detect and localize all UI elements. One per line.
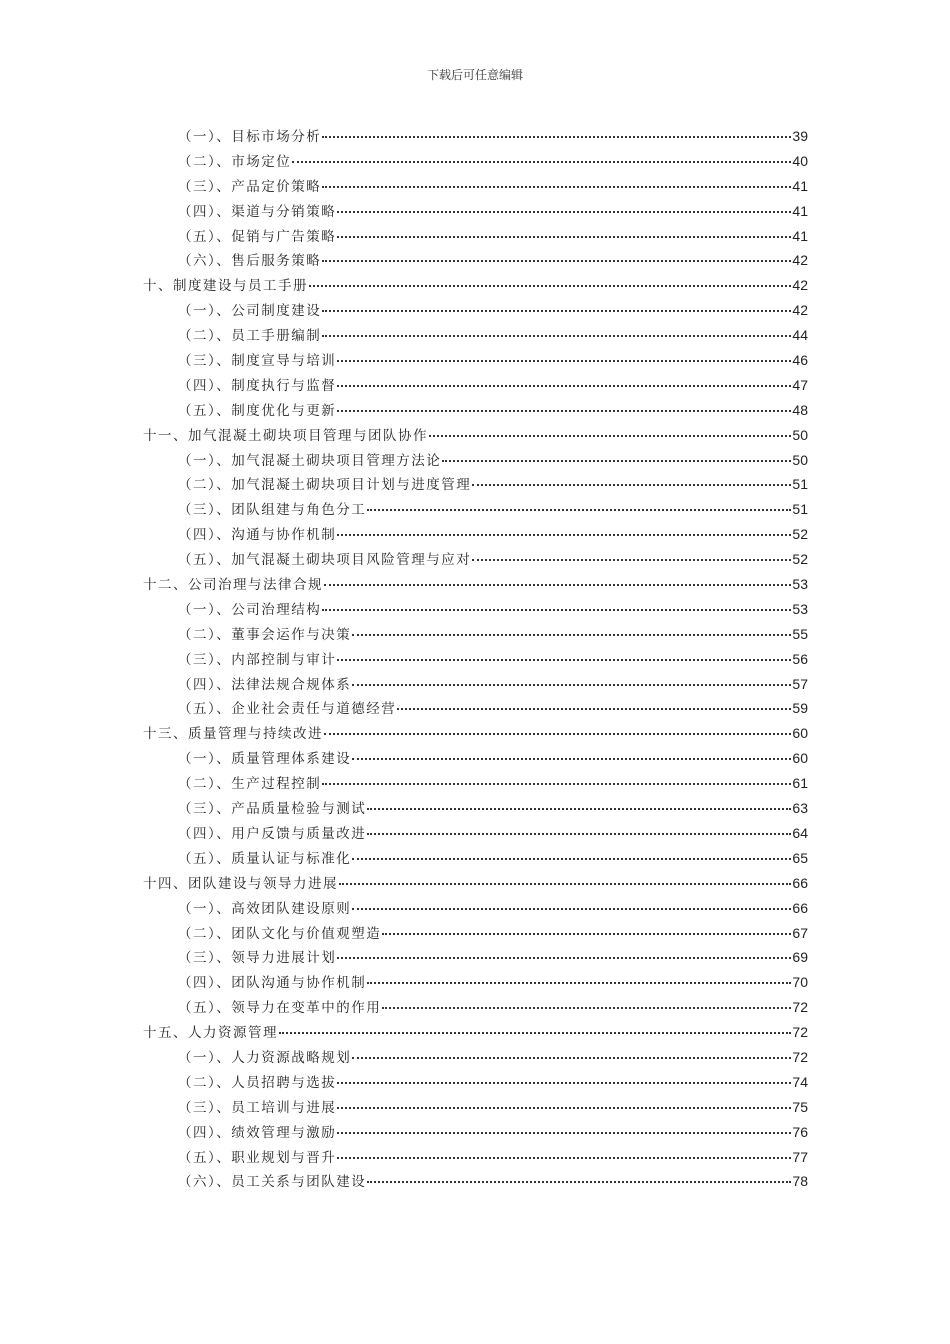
toc-dot-leader: [382, 1007, 791, 1009]
toc-entry-title: 十一、加气混凝土砌块项目管理与团队协作: [143, 427, 428, 444]
toc-dot-leader: [337, 1082, 791, 1084]
toc-section-entry[interactable]: [143, 548, 808, 573]
toc-page-number: 77: [792, 1148, 808, 1165]
toc-page-number: 50: [792, 451, 808, 468]
toc-dot-leader: [367, 808, 791, 810]
toc-dot-leader: [337, 360, 791, 362]
toc-section-entry[interactable]: [143, 498, 808, 523]
toc-page-number: 74: [792, 1073, 808, 1090]
toc-dot-leader: [352, 1057, 791, 1059]
toc-page-number: 44: [792, 327, 808, 344]
toc-page-number: 42: [792, 277, 808, 294]
toc-page-number: 78: [792, 1173, 808, 1190]
toc-entry-title: （二）、市场定位: [178, 153, 292, 170]
toc-page-number: 70: [792, 974, 808, 991]
toc-dot-leader: [472, 559, 791, 561]
toc-dot-leader: [322, 609, 791, 611]
toc-page-number: 69: [792, 949, 808, 966]
toc-section-entry[interactable]: [143, 150, 808, 175]
toc-entry-title: （一）、目标市场分析: [178, 129, 322, 145]
toc-entry-title: （四）、团队沟通与协作机制: [178, 975, 367, 992]
toc-dot-leader: [337, 385, 791, 387]
toc-entry-title: （三）、员工培训与进展: [178, 1099, 337, 1116]
toc-page-number: 72: [792, 999, 808, 1016]
toc-entry-title: （一）、质量管理体系建设: [178, 751, 352, 768]
toc-page-number: 42: [792, 302, 808, 319]
toc-dot-leader: [367, 509, 791, 511]
toc-dot-leader: [324, 733, 791, 735]
toc-entry-title: 十五、人力资源管理: [143, 1025, 278, 1042]
toc-entry-title: （五）、制度优化与更新: [178, 402, 337, 419]
toc-section-entry[interactable]: [143, 1096, 808, 1121]
toc-page-number: 52: [792, 526, 808, 543]
toc-section-entry[interactable]: [143, 1121, 808, 1146]
toc-page-number: 48: [792, 401, 808, 418]
toc-entry-title: （三）、制度宣导与培训: [178, 353, 337, 370]
toc-entry-title: （四）、法律法规合规体系: [178, 676, 352, 693]
toc-entry-title: （二）、员工手册编制: [178, 328, 322, 345]
toc-page-number: 60: [792, 750, 808, 767]
toc-entry-title: （二）、生产过程控制: [178, 776, 322, 793]
toc-section-entry[interactable]: [143, 747, 808, 772]
toc-chapter-entry[interactable]: [143, 872, 808, 897]
toc-section-entry[interactable]: [143, 1046, 808, 1071]
toc-dot-leader: [429, 435, 791, 437]
toc-section-entry[interactable]: [143, 946, 808, 971]
toc-section-entry[interactable]: [143, 648, 808, 673]
toc-section-entry[interactable]: [143, 697, 808, 722]
toc-page-number: 53: [792, 600, 808, 617]
toc-section-entry[interactable]: [143, 225, 808, 250]
toc-section-entry[interactable]: [143, 324, 808, 349]
toc-dot-leader: [337, 534, 791, 536]
toc-dot-leader: [337, 1107, 791, 1109]
toc-entry-title: （三）、产品定价策略: [178, 178, 322, 195]
toc-section-entry[interactable]: [143, 523, 808, 548]
toc-entry-title: （五）、领导力在变革中的作用: [178, 1000, 382, 1017]
toc-section-entry[interactable]: [143, 623, 808, 648]
toc-entry-title: （一）、人力资源战略规划: [178, 1049, 352, 1066]
toc-section-entry[interactable]: [143, 971, 808, 996]
toc-page-number: 51: [792, 476, 808, 493]
toc-dot-leader: [367, 1181, 791, 1183]
toc-entry-title: （一）、加气混凝土砌块项目管理方法论: [178, 452, 442, 469]
toc-page-number: 63: [792, 800, 808, 817]
toc-dot-leader: [322, 186, 791, 188]
toc-dot-leader: [324, 584, 791, 586]
toc-chapter-entry[interactable]: [143, 722, 808, 747]
toc-dot-leader: [279, 1032, 791, 1034]
toc-dot-leader: [292, 161, 791, 163]
toc-section-entry[interactable]: [143, 399, 808, 424]
toc-page-number: 53: [792, 576, 808, 593]
toc-section-entry[interactable]: [143, 1071, 808, 1096]
toc-page-number: 41: [792, 202, 808, 219]
toc-page-number: 61: [792, 775, 808, 792]
toc-dot-leader: [367, 833, 791, 835]
toc-entry-title: （一）、高效团队建设原则: [178, 900, 352, 917]
toc-section-entry[interactable]: [143, 473, 808, 498]
toc-entry-title: （五）、职业规划与晋升: [178, 1149, 337, 1166]
toc-page-number: 55: [792, 625, 808, 642]
toc-page-number: 72: [792, 1048, 808, 1065]
toc-entry-title: （三）、领导力进展计划: [178, 950, 337, 967]
toc-entry-title: （四）、绩效管理与激励: [178, 1124, 337, 1141]
toc-dot-leader: [352, 908, 791, 910]
toc-page-number: 56: [792, 650, 808, 667]
toc-page-number: 50: [792, 426, 808, 443]
toc-entry-title: （六）、员工关系与团队建设: [178, 1174, 367, 1191]
toc-chapter-entry[interactable]: [143, 424, 808, 449]
toc-section-entry[interactable]: [143, 772, 808, 797]
toc-dot-leader: [309, 285, 791, 287]
toc-section-entry[interactable]: [143, 847, 808, 872]
toc-page-number: 42: [792, 252, 808, 269]
toc-entry-title: 十、制度建设与员工手册: [143, 278, 308, 295]
toc-section-entry[interactable]: [143, 299, 808, 324]
toc-page-number: 72: [792, 1024, 808, 1041]
toc-section-entry[interactable]: [143, 374, 808, 399]
toc-dot-leader: [367, 982, 791, 984]
toc-section-entry[interactable]: [143, 249, 808, 274]
toc-page-number: 41: [792, 177, 808, 194]
toc-dot-leader: [397, 708, 791, 710]
toc-dot-leader: [352, 684, 791, 686]
toc-entry-title: （三）、团队组建与角色分工: [178, 502, 367, 519]
toc-entry-title: （二）、董事会运作与决策: [178, 626, 352, 643]
toc-dot-leader: [322, 783, 791, 785]
toc-section-entry[interactable]: [143, 673, 808, 698]
toc-entry-title: （二）、人员招聘与选拔: [178, 1074, 337, 1091]
toc-dot-leader: [352, 758, 791, 760]
toc-page-number: 76: [792, 1123, 808, 1140]
toc-entry-title: （五）、促销与广告策略: [178, 228, 337, 245]
toc-entry-title: （二）、加气混凝土砌块项目计划与进度管理: [178, 477, 472, 494]
toc-dot-leader: [352, 858, 791, 860]
toc-section-entry[interactable]: [143, 922, 808, 947]
toc-entry-title: （五）、企业社会责任与道德经营: [178, 701, 397, 718]
toc-dot-leader: [337, 236, 791, 238]
toc-dot-leader: [337, 659, 791, 661]
toc-entry-title: 十三、质量管理与持续改进: [143, 726, 323, 743]
toc-dot-leader: [322, 310, 791, 312]
toc-section-entry[interactable]: [143, 996, 808, 1021]
toc-entry-title: （四）、渠道与分销策略: [178, 203, 337, 220]
page-header: 下载后可任意编辑: [426, 68, 523, 82]
toc-entry-title: （五）、加气混凝土砌块项目风险管理与应对: [178, 552, 472, 569]
toc-page-number: 75: [792, 1098, 808, 1115]
toc-entry-title: （三）、产品质量检验与测试: [178, 801, 367, 818]
table-of-contents: [143, 125, 808, 1195]
toc-entry-title: （一）、公司制度建设: [178, 303, 322, 320]
toc-page-number: 52: [792, 551, 808, 568]
toc-entry-title: （四）、用户反馈与质量改进: [178, 825, 367, 842]
toc-page-number: 47: [792, 376, 808, 393]
toc-page-number: 64: [792, 824, 808, 841]
toc-page-number: 39: [792, 128, 808, 144]
toc-section-entry[interactable]: [143, 200, 808, 225]
toc-chapter-entry[interactable]: [143, 1021, 808, 1046]
toc-page-number: 57: [792, 675, 808, 692]
toc-section-entry[interactable]: [143, 598, 808, 623]
toc-entry-title: （四）、沟通与协作机制: [178, 527, 337, 544]
toc-dot-leader: [322, 136, 791, 138]
toc-dot-leader: [337, 410, 791, 412]
toc-section-entry[interactable]: [143, 1170, 808, 1195]
toc-dot-leader: [472, 484, 791, 486]
toc-chapter-entry[interactable]: [143, 573, 808, 598]
toc-section-entry[interactable]: [143, 449, 808, 474]
toc-entry-title: （一）、公司治理结构: [178, 601, 322, 618]
toc-page-number: 40: [792, 152, 808, 169]
toc-page-number: 41: [792, 227, 808, 244]
toc-section-entry[interactable]: [143, 349, 808, 374]
toc-entry-title: 十二、公司治理与法律合规: [143, 577, 323, 594]
toc-page-number: 59: [792, 700, 808, 717]
toc-entry-title: （五）、质量认证与标准化: [178, 850, 352, 867]
toc-chapter-entry[interactable]: [143, 274, 808, 299]
toc-page-number: 51: [792, 501, 808, 518]
toc-section-entry[interactable]: [143, 822, 808, 847]
toc-section-entry[interactable]: [143, 1146, 808, 1171]
toc-page-number: 66: [792, 874, 808, 891]
toc-page-number: 67: [792, 924, 808, 941]
toc-entry-title: （六）、售后服务策略: [178, 253, 322, 270]
toc-dot-leader: [337, 1157, 791, 1159]
toc-entry-title: （四）、制度执行与监督: [178, 377, 337, 394]
toc-dot-leader: [382, 933, 791, 935]
toc-page-number: 66: [792, 899, 808, 916]
toc-section-entry[interactable]: [143, 125, 808, 150]
toc-entry-title: （二）、团队文化与价值观塑造: [178, 925, 382, 942]
toc-dot-leader: [322, 260, 791, 262]
toc-dot-leader: [337, 211, 791, 213]
toc-page-number: 60: [792, 725, 808, 742]
toc-dot-leader: [339, 883, 791, 885]
toc-entry-title: 十四、团队建设与领导力进展: [143, 875, 338, 892]
toc-dot-leader: [352, 634, 791, 636]
toc-dot-leader: [337, 957, 791, 959]
toc-section-entry[interactable]: [143, 897, 808, 922]
toc-entry-title: （三）、内部控制与审计: [178, 651, 337, 668]
toc-section-entry[interactable]: [143, 175, 808, 200]
toc-page-number: 46: [792, 352, 808, 369]
toc-dot-leader: [337, 1132, 791, 1134]
toc-dot-leader: [322, 335, 791, 337]
toc-dot-leader: [442, 460, 791, 462]
toc-section-entry[interactable]: [143, 797, 808, 822]
toc-page-number: 65: [792, 849, 808, 866]
